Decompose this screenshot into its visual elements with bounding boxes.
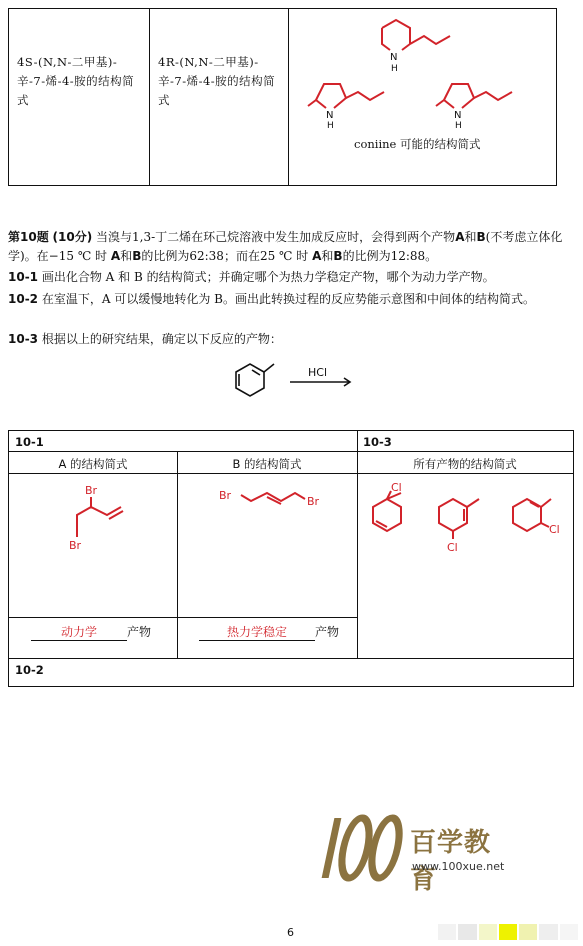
question-10-2 <box>8 290 573 309</box>
header-b-structure: B 的结构简式 <box>232 457 302 471</box>
q10-prod-a-3: A <box>312 249 322 263</box>
label-10-3: 10-3 <box>363 435 392 449</box>
product-1-chloro <box>361 483 421 543</box>
q10-2-text: 在室温下，A 可以缓慢地转化为 B。画出此转换过程的反应势能示意图和中间体的结构简式。 <box>41 292 535 306</box>
cell-4s-text: 4S-(N,N-二甲基)-辛-7-烯-4-胺的结构简式 <box>17 55 135 107</box>
structure-b-dibromobutene <box>219 483 339 513</box>
q10-and-3: 和 <box>321 249 334 263</box>
answer-b-line <box>199 623 339 641</box>
q10-intro-c: (不考虑立体化学)。在−15 ℃ 时 <box>8 230 563 263</box>
q10-score: (10分) <box>52 230 93 244</box>
h-label-3: H <box>455 121 462 131</box>
logo-text: 百学教育 <box>410 828 492 895</box>
answer-b-suffix: 产物 <box>315 625 340 639</box>
header-all-products: 所有产物的结构简式 <box>413 457 517 471</box>
cl-label-3: Cl <box>549 523 560 536</box>
q10-intro-a: 当溴与1,3-丁二烯在环己烷溶液中发生加成反应时，会得到两个产物 <box>96 230 456 244</box>
answer-a-kinetic: 动力学 <box>31 623 127 641</box>
br-label-a1: Br <box>85 484 98 497</box>
q10-intro-b: 和 <box>464 230 477 244</box>
q10-intro-e: 的比例为12:88。 <box>342 249 438 263</box>
reagent-hcl: HCl <box>308 366 328 379</box>
header-a-structure: A 的结构简式 <box>58 457 128 471</box>
structure-a-dibromobutene <box>55 483 145 553</box>
coniine-pyrrolidine-structure-1 <box>300 78 420 131</box>
label-10-2: 10-2 <box>15 663 44 677</box>
question-10-intro <box>8 228 573 266</box>
coniine-piperidine-structure <box>370 14 470 79</box>
q10-prod-b: B <box>476 230 486 244</box>
coniine-caption: coniine 可能的结构简式 <box>354 137 481 151</box>
q10-3-text: 根据以上的研究结果，确定以下反应的产物： <box>41 332 282 346</box>
methylcyclohexadiene-reaction <box>222 358 362 406</box>
q10-intro-d: 的比例为62:38；而在25 ℃ 时 <box>141 249 309 263</box>
cell-4r-text: 4R-(N,N-二甲基)-辛-7-烯-4-胺的结构简式 <box>158 55 276 107</box>
page-number: 6 <box>287 926 294 939</box>
h-label-1: H <box>391 64 398 74</box>
answer-b-thermo: 热力学稳定 <box>199 623 315 641</box>
h-label-2: H <box>327 121 334 131</box>
logo-url: www.100xue.net <box>412 860 505 873</box>
q10-2-num: 10-2 <box>8 292 39 306</box>
label-10-1: 10-1 <box>15 435 44 449</box>
br-label-a2: Br <box>69 539 82 552</box>
logo-100xue <box>318 808 508 895</box>
q10-title: 第10题 <box>8 230 49 244</box>
q10-3-num: 10-3 <box>8 332 39 346</box>
logo-100-mark <box>318 808 413 888</box>
product-3-chloro <box>503 483 573 543</box>
cl-label-1: Cl <box>391 481 402 494</box>
coniine-pyrrolidine-structure-2 <box>428 78 548 131</box>
q10-and-2: 和 <box>120 249 133 263</box>
br-label-b1: Br <box>219 489 232 502</box>
q10-prod-b-3: B <box>333 249 343 263</box>
answer-a-line <box>31 623 151 641</box>
cl-label-2: Cl <box>447 541 458 554</box>
q10-prod-a-2: A <box>110 249 121 263</box>
answer-a-suffix: 产物 <box>127 625 152 639</box>
q10-prod-a: A <box>455 230 465 244</box>
nh-label-1: N <box>390 52 398 63</box>
q10-prod-b-2: B <box>132 249 142 263</box>
q10-1-text: 画出化合物 A 和 B 的结构简式；并确定哪个为热力学稳定产物，哪个为动力学产物。 <box>41 270 495 284</box>
product-2-chloro <box>427 483 487 555</box>
cell-4s-amine <box>9 9 150 186</box>
corner-decoration <box>438 924 578 940</box>
question-10-3 <box>8 330 573 349</box>
n-label-3: N <box>454 110 462 121</box>
question-10-1 <box>8 268 573 287</box>
cell-4r-amine <box>150 9 289 186</box>
n-label-2: N <box>326 110 334 121</box>
answer-box <box>8 430 574 687</box>
br-label-b2: Br <box>307 495 320 508</box>
q10-1-num: 10-1 <box>8 270 39 284</box>
